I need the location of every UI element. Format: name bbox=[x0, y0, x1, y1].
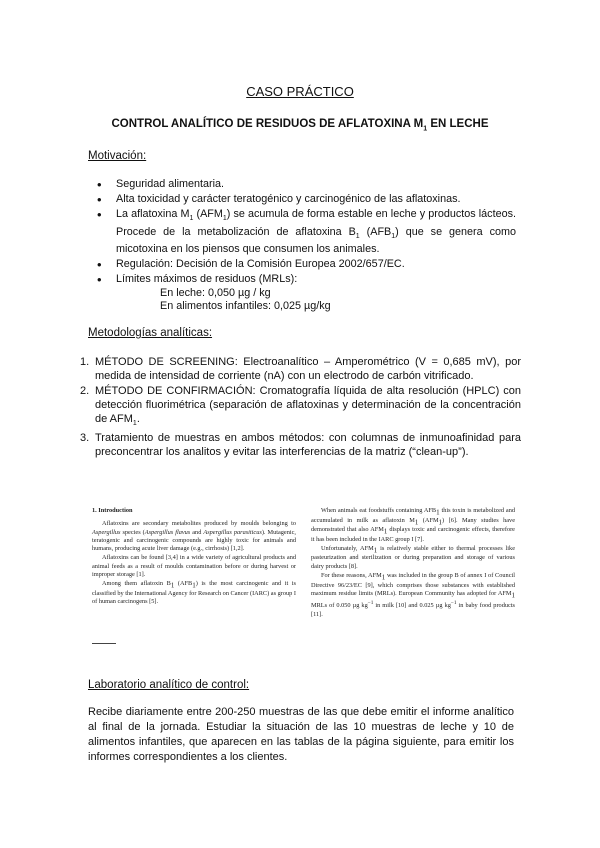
paper-excerpt-left-column bbox=[92, 507, 296, 608]
laboratorio-paragraph: Recibe diariamente entre 200-250 muestras de las que debe emitir el informe analítico al final de la jornada. Estudiar la situación de las 10 muestras de leche y 10 de alimentos infantiles, que aparecen en las tablas de la página siguiente, para emitir los informes correspondientes a los clientes. bbox=[88, 706, 514, 763]
list-item: • Seguridad alimentaria. bbox=[116, 178, 516, 192]
motivacion-heading: Motivación: bbox=[88, 150, 147, 162]
mrl-label: • Límites máximos de residuos (MRLs): bbox=[116, 273, 298, 286]
list-item: • Alta toxicidad y carácter teratogénico y carcinogénico de las aflatoxinas. bbox=[116, 193, 516, 207]
laboratorio-heading: Laboratorio analítico de control: bbox=[88, 679, 250, 691]
page-title: CASO PRÁCTICO bbox=[246, 84, 354, 99]
methods-list bbox=[80, 355, 521, 460]
list-item: 3. Tratamiento de muestras en ambos métodos: con columnas de inmunoafinidad para preconcentrar los analitos y evitar las interferencias de la matriz (“clean-up”). bbox=[80, 432, 521, 459]
list-item bbox=[116, 273, 516, 314]
paper-paragraph: Aflatoxins can be found [3,4] in a wide variety of agricultural products and animal feeds as a result of moulds contamination before or during harvest or improper storage [1]. bbox=[92, 554, 296, 579]
list-item: 1. MÉTODO DE SCREENING: Electroanalítico – Amperométrico (V = 0,685 mV), por medida de intensidad de corriente (nA) con un electrodo de carbón vitrificado. bbox=[80, 356, 521, 382]
paper-paragraph: Unfortunately, $AFM_1$ is relatively stable either to thermal processes like pasteurization and sterilization or during preparation and storage of various dairy products [8]. bbox=[311, 544, 515, 570]
paper-excerpt-right-column bbox=[311, 507, 515, 620]
mrl-infant: En alimentos infantiles: 0,025 µg/kg bbox=[160, 300, 331, 313]
list-item: • Regulación: Decisión de la Comisión Europea 2002/657/EC. bbox=[116, 258, 516, 272]
paper-paragraph: For these reasons, $AFM_1$ was included in the group B of annex I of Council Directive 96/23/EC [9], which comprises those substances with established maximum residue limits (MRLs). European Community has adopted for $AFM_1$ MRLs of 0.050 µg $kg^{-1}$ in milk [10] and 0.025 µg $kg^{-1}$ in baby food products [11]. bbox=[311, 572, 515, 618]
list-item: 2. MÉTODO DE CONFIRMACIÓN: Cromatografía líquida de alta resolución (HPLC) con detección fluorimétrica (separación de aflatoxinas y determinación de la concentración de $AFM_1$. bbox=[80, 384, 521, 427]
document-subtitle: CONTROL ANALÍTICO DE RESIDUOS DE AFLATOXINA $M_1$ EN LECHE bbox=[111, 118, 489, 133]
paper-paragraph: Among them aflatoxin $B_1$ $(AFB_1)$ is the most carcinogenic and it is classified by the International Agency for Research on Cancer (IARC) as group I of human carcinogens [5]. bbox=[92, 580, 296, 606]
mrl-milk: En leche: 0,050 µg / kg bbox=[160, 286, 271, 299]
motivacion-list bbox=[116, 178, 516, 315]
paper-paragraph: Aflatoxins are secondary metabolites produced by moulds belonging to Aspergillus species (Aspergillus flavus and Aspergillus parasiticus). Mutagenic, teratogenic and carcinogenic compounds are highly toxic for animals and humans, producing acute liver damage (e.g., cirrhosis) [1,2]. bbox=[92, 520, 296, 553]
metodologias-heading: Metodologías analíticas: bbox=[88, 327, 213, 339]
footnote-rule bbox=[92, 643, 116, 644]
paper-paragraph: When animals eat foodstuffs containing $AFB_1$ this toxin is metabolized and accumulated in milk as aflatoxin $M_1$ $(AFM_1)$ [6]. Many studies have demonstrated that also $AFM_1$ displays toxic and carcinogenic effects, therefore it has been included in the IARC group I [7]. bbox=[311, 507, 515, 543]
paper-heading: 1. Introduction bbox=[92, 507, 133, 514]
list-item: • La aflatoxina $M_1$ $(AFM_1)$ se acumula de forma estable en leche y productos lácteos. Procede de la metabolización de aflatoxina $B_1$ $(AFB_1)$ que se genera como micotoxina en los piensos que consumen los animales. bbox=[116, 208, 516, 257]
